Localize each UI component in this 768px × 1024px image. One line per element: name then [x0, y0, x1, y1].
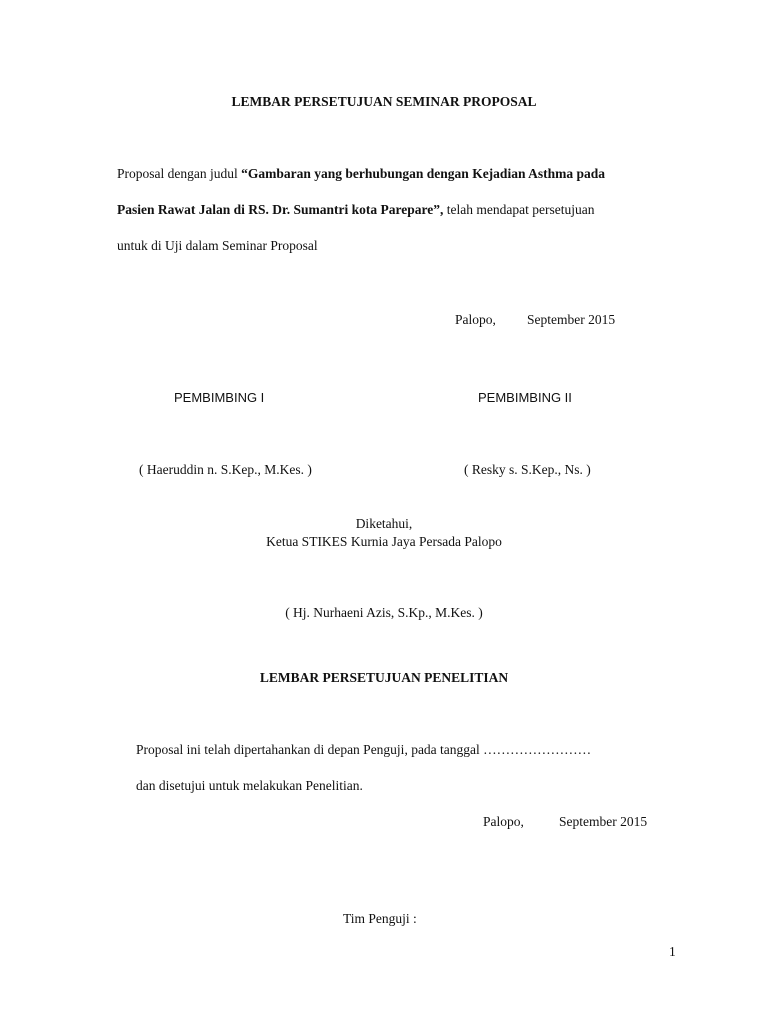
examiners-label: Tim Penguji :	[343, 911, 417, 926]
acknowledged-label: Diketahui,	[355, 516, 413, 531]
proposal-paragraph-line2	[117, 202, 594, 218]
section1-place: Palopo,	[455, 312, 496, 327]
proposal-intro-text: Proposal dengan judul	[117, 166, 242, 181]
section2-title: LEMBAR PERSETUJUAN PENELITIAN	[259, 670, 509, 685]
section1-date: September 2015	[527, 312, 616, 327]
supervisor2-label: PEMBIMBING II	[478, 390, 572, 405]
research-approval-line1: Proposal ini telah dipertahankan di depan Penguji, pada tanggal ……………………	[136, 742, 592, 757]
supervisor1-label: PEMBIMBING I	[174, 390, 265, 405]
page-number: 1	[669, 944, 676, 959]
chair-title: Ketua STIKES Kurnia Jaya Persada Palopo	[266, 534, 502, 549]
supervisor1-name: ( Haeruddin n. S.Kep., M.Kes. )	[139, 462, 312, 477]
section2-place: Palopo,	[483, 814, 524, 829]
proposal-approval-text: telah mendapat persetujuan	[443, 202, 595, 217]
supervisor2-name: ( Resky s. S.Kep., Ns. )	[464, 462, 591, 477]
chair-name: ( Hj. Nurhaeni Azis, S.Kp., M.Kes. )	[285, 605, 483, 620]
research-approval-line2: dan disetujui untuk melakukan Penelitian.	[136, 778, 363, 793]
section2-date: September 2015	[559, 814, 648, 829]
proposal-title-part1: “Gambaran yang berhubungan dengan Kejadian Asthma pada	[241, 166, 605, 181]
proposal-paragraph-line3: untuk di Uji dalam Seminar Proposal	[117, 238, 318, 253]
proposal-paragraph-line1	[117, 166, 605, 182]
section1-title: LEMBAR PERSETUJUAN SEMINAR PROPOSAL	[231, 94, 537, 109]
proposal-title-part2: Pasien Rawat Jalan di RS. Dr. Sumantri kota Parepare”,	[117, 202, 444, 217]
